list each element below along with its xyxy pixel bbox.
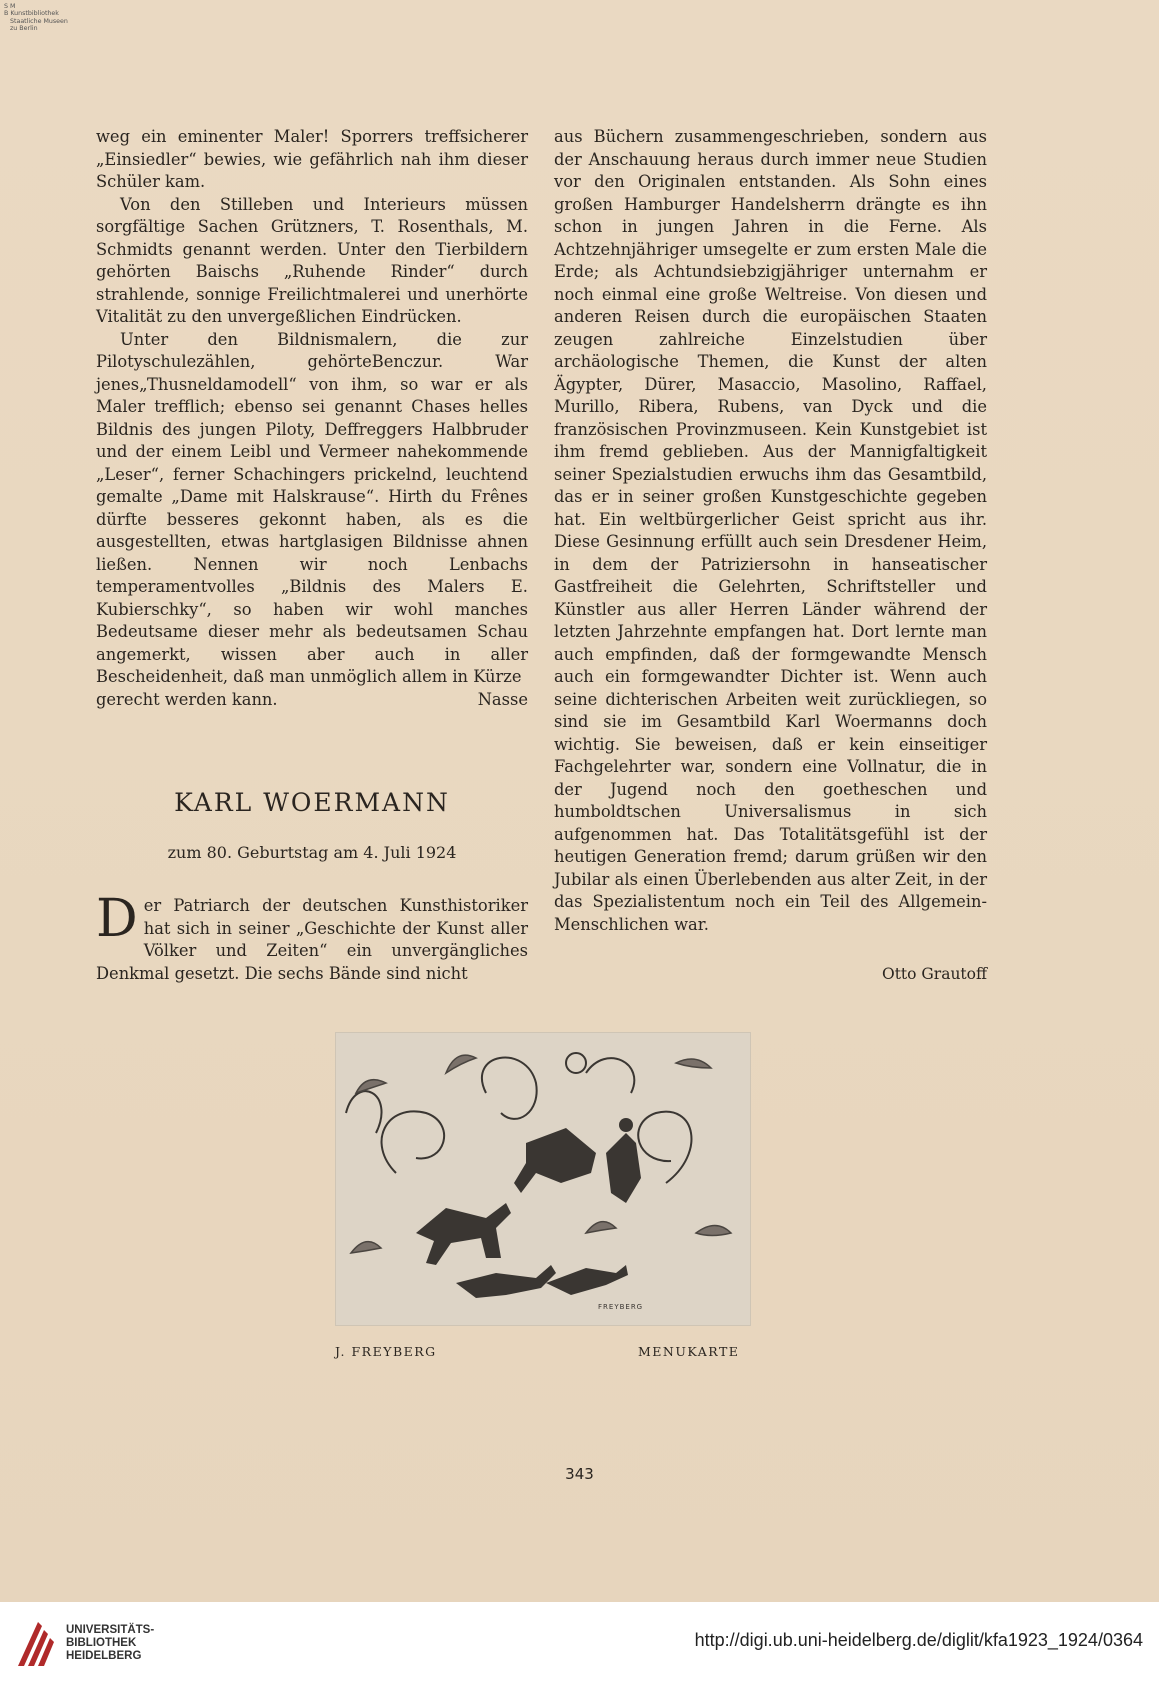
stamp-line: S M	[4, 3, 16, 10]
drop-cap: D	[96, 889, 138, 949]
library-name-line: HEIDELBERG	[66, 1650, 142, 1662]
library-stamp	[4, 3, 74, 33]
source-url[interactable]: http://digi.ub.uni-heidelberg.de/diglit/kfa1923_1924/0364	[694, 1630, 1143, 1650]
article-heading: KARL WOERMANN	[174, 788, 450, 817]
right-column	[554, 126, 987, 936]
signature-line	[96, 689, 528, 712]
page-number: 343	[565, 1465, 594, 1483]
stamp-line: Staatliche Museen	[10, 17, 68, 25]
ornament-drawing	[336, 1033, 750, 1325]
left-column	[96, 126, 528, 711]
library-name-line: UNIVERSITÄTS-	[66, 1624, 155, 1636]
digitization-footer	[0, 1602, 1159, 1683]
paragraph-end: gerecht werden kann.	[96, 689, 278, 709]
menukarte-illustration	[335, 1032, 751, 1326]
university-library-logo-icon	[14, 1616, 64, 1670]
caption-artist: J. FREYBERG	[335, 1344, 437, 1359]
author-signature: Nasse	[477, 689, 528, 709]
stamp-line: B Kunstbibliothek	[4, 10, 59, 18]
paragraph: Von den Stilleben und Interieurs müssen sorgfältige Sachen Grützners, T. Rosenthals, M. Schmidts genannt werden. Unter den Tierbildern gehörten Baischs „Ruhende Rinder“ durch strahlende, sonnige Freilichtmalerei und unerhörte Vitalität zu den unvergeßlichen Eindrücken.	[96, 194, 528, 326]
author-signature: Otto Grautoff	[881, 965, 987, 983]
paragraph: aus Büchern zusammengeschrieben, sondern aus der Anschauung heraus durch immer neue Studien vor den Originalen entstanden. Als Sohn eines großen Hamburger Handelsherrn drängte es ihn schon in jungen Jahren in die Ferne. Als Achtzehnjähriger umsegelte er zum ersten Male die Erde; als Achtundsiebzigjähriger unternahm er noch einmal eine große Weltreise. Von diesen und anderen Reisen durch die europäischen Staaten zeugen zahlreiche Einzelstudien über archäologische Themen, die Kunst der alten Ägypter, Dürer, Masaccio, Masolino, Raffael, Murillo, Ribera, Rubens, van Dyck und die französischen Provinzmuseen. Kein Kunstgebiet ist ihm fremd geblieben. Aus der Mannigfaltigkeit seiner Spezialstudien erwuchs ihm das Gesamtbild, das er in seiner großen Kunstgeschichte gegeben hat. Ein weltbürgerlicher Geist spricht aus ihr. Diese Gesinnung erfüllt auch sein Dresdener Heim, in dem der Patriziersohn in hanseatischer Gastfreiheit die Gelehrten, Schriftsteller und Künstler aus aller Herren Länder während der letzten Jahrzehnte empfangen hat. Dort lernte man auch empfinden, daß der formgewandte Mensch auch ein formgewandter Dichter ist. Wenn auch seine dichterischen Arbeiten weit zurückliegen, so sind sie im Gesamtbild Karl Woermanns doch wichtig. Sie beweisen, daß er kein einseitiger Fachgelehrter war, sondern eine Vollnatur, die in der Jugend noch den goetheschen und humboldtschen Universalismus in sich aufgenommen hat. Das Totalitätsgefühl ist der heutigen Generation fremd; darum grüßen wir den Jubilar als einen Überlebenden aus alter Zeit, in der das Spezialistentum noch ein Teil des Allgemein-Menschlichen war.	[554, 127, 987, 934]
article-subheading: zum 80. Geburtstag am 4. Juli 1924	[167, 843, 457, 862]
library-name-line: BIBLIOTHEK	[66, 1637, 137, 1649]
library-name	[66, 1624, 154, 1663]
article-text: er Patriarch der deutschen Kunsthistoriker hat sich in seiner „Geschichte der Kunst aller Völker und Zeiten“ ein unvergängliches Denkmal gesetzt. Die sechs Bände sind nicht	[96, 896, 528, 983]
illustration-signature: FREYBERG	[598, 1303, 644, 1311]
caption-title: MENUKARTE	[638, 1344, 740, 1359]
paragraph: weg ein eminenter Maler! Sporrers treffsicherer „Einsiedler“ bewies, wie gefährlich nah ihm dieser Schüler kam.	[96, 127, 528, 191]
article-body	[96, 889, 528, 985]
stamp-line: zu Berlin	[10, 25, 38, 33]
paragraph: Unter den Bildnismalern, die zur Pilotyschulezählen, gehörteBenczur. War jenes„Thusneldamodell“ von ihm, so war er als Maler trefflich; ebenso sei genannt Chases helles Bildnis des jungen Piloty, Deffreggers Halbbruder und der einem Leibl und Vermeer nahekommende „Leser“, ferner Schachingers prickelnd, leuchtend gemalte „Dame mit Halskrause“. Hirth du Frênes dürfte besseres gekonnt haben, als es die ausgestellten, etwas hartglasigen Bildnisse ahnen ließen. Nennen wir noch Lenbachs temperamentvolles „Bildnis des Malers E. Kubierschky“, so haben wir wohl manches Bedeutsame dieser mehr als bedeutsamen Schau angemerkt, wissen aber auch in aller Bescheidenheit, daß man unmöglich allem in Kürze	[96, 329, 528, 686]
